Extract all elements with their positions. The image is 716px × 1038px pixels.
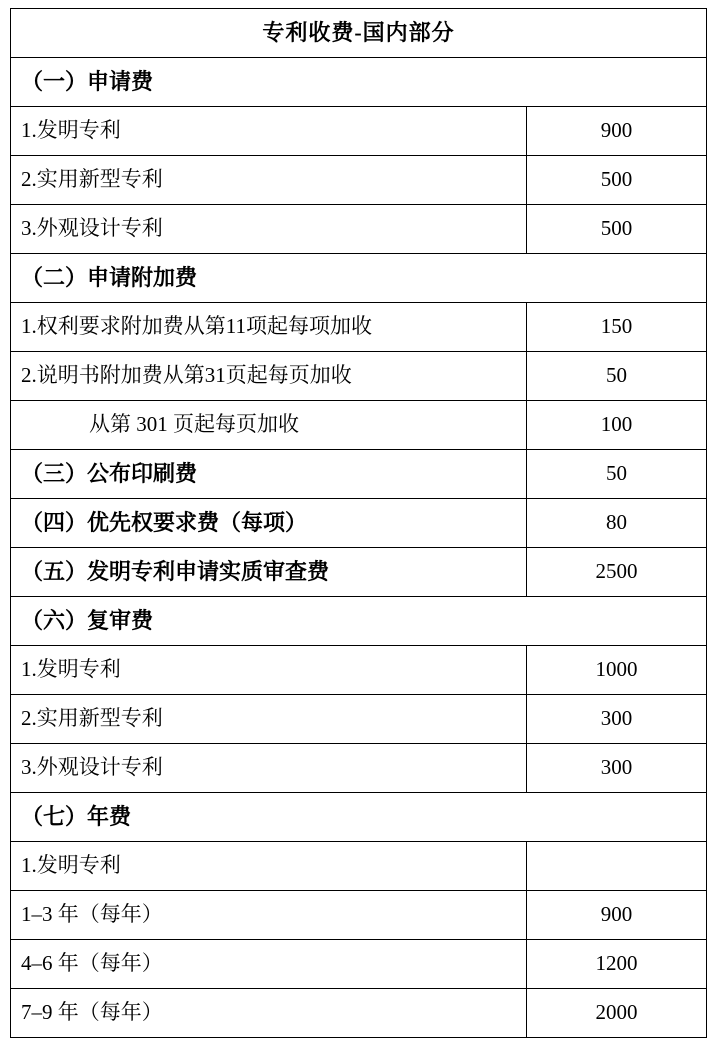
item-amount-cell xyxy=(527,548,707,597)
table-row xyxy=(11,499,707,548)
item-amount xyxy=(527,862,706,870)
item-amount: 100 xyxy=(600,412,633,437)
page-title: 专利收费-国内部分 xyxy=(262,19,455,45)
item-amount-cell xyxy=(527,695,707,744)
section-label: （七）年费 xyxy=(21,803,132,829)
section-header-annual-fee xyxy=(11,793,707,842)
item-label: 4–6 年（每年） xyxy=(21,951,163,976)
item-amount-cell xyxy=(527,401,707,450)
item-amount: 50 xyxy=(606,363,627,388)
section-header-substantive-examination-fee xyxy=(11,548,527,597)
item-amount-cell xyxy=(527,499,707,548)
section-header-priority-claim-fee xyxy=(11,499,527,548)
item-label: 1–3 年（每年） xyxy=(21,902,163,927)
item-label: 1.权利要求附加费从第11项起每项加收 xyxy=(21,314,372,339)
item-label: 3.外观设计专利 xyxy=(21,755,163,780)
item-label-cell-indented xyxy=(11,401,527,450)
item-amount: 2000 xyxy=(595,1000,638,1025)
table-row xyxy=(11,695,707,744)
item-amount-cell xyxy=(527,107,707,156)
section-label: （六）复审费 xyxy=(21,607,154,633)
item-label: 7–9 年（每年） xyxy=(21,1000,163,1025)
table-row xyxy=(11,58,707,107)
section-label: （三）公布印刷费 xyxy=(21,460,198,486)
section-label: （四）优先权要求费（每项） xyxy=(21,509,308,535)
item-label-cell xyxy=(11,842,527,891)
patent-fee-table xyxy=(10,8,707,1038)
table-row xyxy=(11,352,707,401)
section-header-reexamination-fee xyxy=(11,597,707,646)
section-label: （五）发明专利申请实质审查费 xyxy=(21,558,330,584)
table-row xyxy=(11,9,707,58)
table-row xyxy=(11,303,707,352)
item-amount: 300 xyxy=(600,706,633,731)
item-amount: 50 xyxy=(606,461,627,486)
item-label: 2.说明书附加费从第31页起每页加收 xyxy=(21,363,352,388)
item-amount: 500 xyxy=(600,216,633,241)
item-amount: 2500 xyxy=(595,559,638,584)
section-label: （二）申请附加费 xyxy=(21,264,198,290)
item-label: 1.发明专利 xyxy=(21,118,121,143)
item-label-cell xyxy=(11,205,527,254)
table-body xyxy=(11,9,707,1038)
item-amount: 900 xyxy=(600,118,633,143)
item-label: 3.外观设计专利 xyxy=(21,216,163,241)
item-amount-cell xyxy=(527,940,707,989)
item-amount-cell xyxy=(527,891,707,940)
item-amount: 1000 xyxy=(595,657,638,682)
item-label-cell xyxy=(11,940,527,989)
item-label-cell xyxy=(11,695,527,744)
item-label-cell xyxy=(11,156,527,205)
table-row xyxy=(11,450,707,499)
item-amount-cell xyxy=(527,989,707,1038)
table-row xyxy=(11,254,707,303)
item-amount-cell xyxy=(527,205,707,254)
item-label: 2.实用新型专利 xyxy=(21,706,163,731)
item-amount-cell xyxy=(527,352,707,401)
item-label: 2.实用新型专利 xyxy=(21,167,163,192)
section-header-application-fee xyxy=(11,58,707,107)
item-amount: 80 xyxy=(606,510,627,535)
item-amount: 300 xyxy=(600,755,633,780)
item-label-cell xyxy=(11,646,527,695)
section-header-publication-printing-fee xyxy=(11,450,527,499)
section-label: （一）申请费 xyxy=(21,68,154,94)
table-row xyxy=(11,793,707,842)
item-label-cell xyxy=(11,989,527,1038)
item-amount-cell xyxy=(527,450,707,499)
item-label-cell xyxy=(11,303,527,352)
table-row xyxy=(11,156,707,205)
item-amount: 500 xyxy=(600,167,633,192)
table-row xyxy=(11,401,707,450)
table-row xyxy=(11,744,707,793)
table-row xyxy=(11,107,707,156)
section-header-application-surcharge xyxy=(11,254,707,303)
table-row xyxy=(11,940,707,989)
item-amount: 900 xyxy=(600,902,633,927)
table-row xyxy=(11,205,707,254)
item-amount-cell xyxy=(527,744,707,793)
item-amount: 150 xyxy=(600,314,633,339)
table-row xyxy=(11,646,707,695)
table-row xyxy=(11,597,707,646)
page-title-cell xyxy=(11,9,707,58)
item-amount-cell xyxy=(527,842,707,891)
item-amount-cell xyxy=(527,303,707,352)
item-amount-cell xyxy=(527,646,707,695)
item-label-cell xyxy=(11,352,527,401)
item-amount: 1200 xyxy=(595,951,638,976)
table-row xyxy=(11,989,707,1038)
item-label: 1.发明专利 xyxy=(21,657,121,682)
item-label-cell xyxy=(11,891,527,940)
item-label: 1.发明专利 xyxy=(21,853,121,878)
table-row xyxy=(11,842,707,891)
table-row xyxy=(11,891,707,940)
table-row xyxy=(11,548,707,597)
item-amount-cell xyxy=(527,156,707,205)
item-label-cell xyxy=(11,744,527,793)
item-label-cell xyxy=(11,107,527,156)
item-label: 从第 301 页起每页加收 xyxy=(89,412,299,437)
